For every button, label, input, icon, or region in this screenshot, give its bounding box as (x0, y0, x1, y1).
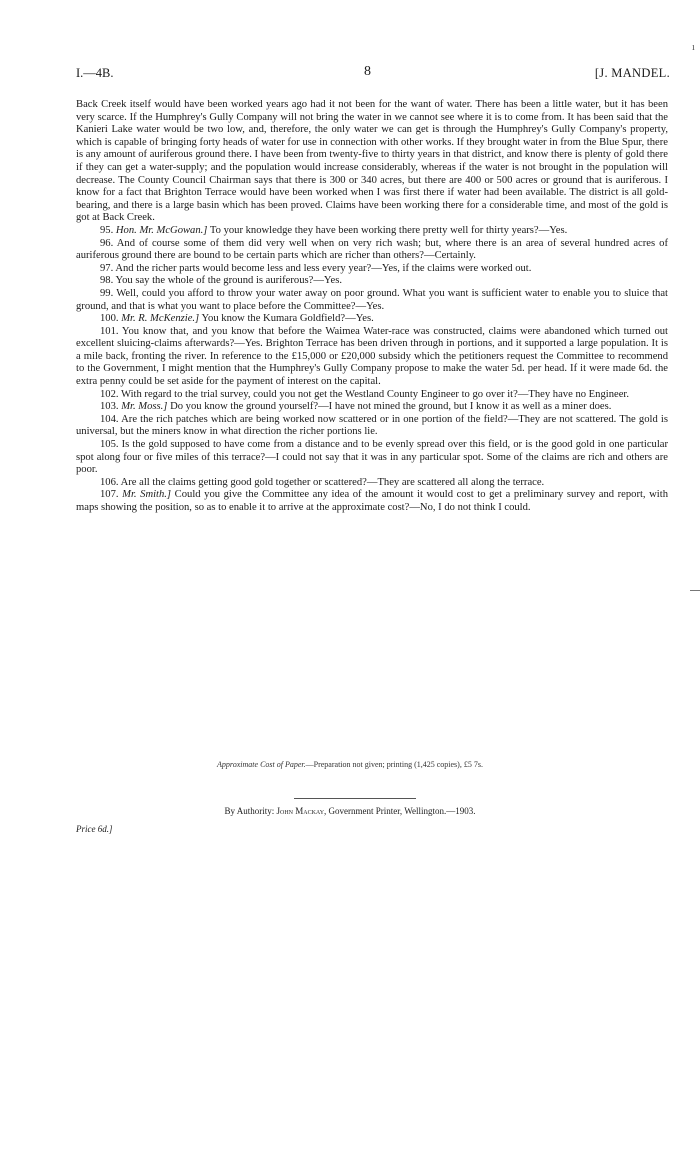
cost-footnote (0, 760, 700, 769)
evidence-paragraph (76, 401, 668, 414)
paragraph-text: Are the rich patches which are being worked now scattered or in one portion of the field?—They are not scattered. The gold is universal, but the miners know in what direction the richer portions lie. (76, 413, 668, 438)
question-number: 97. (100, 262, 114, 274)
paragraph-text: Are all the claims getting good gold together or scattered?—They are scattered all along the terrace. (120, 476, 545, 488)
margin-dash (690, 590, 700, 591)
evidence-paragraph (76, 225, 668, 238)
evidence-paragraph (76, 439, 668, 477)
question-number: 104. (100, 413, 119, 425)
paragraph-text: And of course some of them did very well when on very rich wash; but, where there is an area of several hundred acres of auriferous ground there are bound to be certain parts which are richer than others?—Certainly. (76, 237, 668, 262)
paragraph-text: And the richer parts would become less and less every year?—Yes, if the claims were worked out. (115, 262, 532, 274)
page-number: 8 (364, 64, 371, 79)
printer-name: John Mackay (276, 806, 325, 816)
paragraph-text: Is the gold supposed to have come from a distance and to be evenly spread over this field, or is the good gold in one particular spot along four or five miles of this terrace?—I could not say that it was in any particular spot. Some of the claims are rich and others are poor. (76, 439, 668, 476)
speaker-name: Mr. R. McKenzie.] (121, 313, 200, 325)
evidence-paragraph (76, 275, 668, 288)
edge-mark-glyph: ı (692, 42, 695, 53)
evidence-paragraph (76, 99, 668, 225)
evidence-paragraph (76, 477, 668, 490)
evidence-paragraph (76, 489, 668, 514)
cost-label: Approximate Cost of Paper. (217, 760, 306, 769)
question-number: 98. (100, 275, 114, 287)
paragraph-text: Back Creek itself would have been worked years ago had it not been for the want of water. There has been a little water, but it has been very scarce. If the Humphrey's Gully Company will not bring the water in we cannot see where it is to come from. It has been said that the Kanieri Lake water would be two low, and, therefore, the only water we can get is through the Humphrey's Gully Company's property, which is capable of bringing forty heads of water for use in connection with other works. If they brought water in from the Blue Spur, there is any amount of auriferous ground there. I have been from twenty-five to thirty years in that district, and know there is plenty of gold there if they can get a water-supply; and the population would increase considerably, whereas if the water is not brought in the population will decrease. The County Council Chairman says that there is 300 or 340 acres, but there are 400 or 500 acres or ground that is auriferous. I know for a fact that Brighton Terrace would have been worked when I was first there if water had been available. The district is all gold-bearing, and there is a large basin which has been proved. Claims have been working there for a considerable time, and most of the gold is got at Back Creek. (76, 99, 668, 224)
authority-line (0, 806, 700, 816)
question-number: 100. (100, 313, 119, 325)
authority-prefix: By Authority: (224, 806, 277, 816)
cost-text: —Preparation not given; printing (1,425 copies), £5 7s. (305, 760, 483, 769)
question-number: 101. (100, 325, 119, 337)
paragraph-text: You know the Kumara Goldfield?—Yes. (201, 313, 374, 325)
speaker-name: Mr. Smith.] (122, 489, 172, 501)
question-number: 107. (100, 489, 119, 501)
speaker-name: Mr. Moss.] (121, 401, 168, 413)
price-label: Price 6d.] (76, 824, 113, 834)
question-number: 95. (100, 224, 114, 236)
evidence-paragraph (76, 389, 668, 402)
question-number: 106. (100, 476, 119, 488)
witness-name: [J. MANDEL. (594, 66, 670, 80)
question-number: 103. (100, 401, 119, 413)
page-header (76, 66, 670, 82)
authority-suffix: , Government Printer, Wellington.—1903. (324, 806, 476, 816)
evidence-paragraph (76, 238, 668, 263)
question-number: 105. (100, 439, 119, 451)
paragraph-text: You say the whole of the ground is auriferous?—Yes. (115, 275, 342, 287)
evidence-paragraph (76, 313, 668, 326)
question-number: 96. (100, 237, 114, 249)
paragraph-text: Well, could you afford to throw your water away on poor ground. What you want is sufficient water to enable you to sluice that ground, and that is what you want to place before the Committee?—Yes. (76, 287, 668, 312)
evidence-paragraph (76, 288, 668, 313)
paragraph-text: Could you give the Committee any idea of the amount it would cost to get a preliminary survey and report, with maps showing the position, so as to enable it to arrive at the approximate cost?—No, I do not think I could. (76, 489, 668, 513)
paragraph-text: To your knowledge they have been working there pretty well for thirty years?—Yes. (209, 224, 568, 236)
paper-reference: I.—4B. (76, 66, 114, 80)
question-number: 99. (100, 287, 114, 299)
evidence-body (76, 99, 668, 515)
paragraph-text: With regard to the trial survey, could you not get the Westland County Engineer to go over it?—They have no Engineer. (121, 388, 629, 400)
question-number: 102. (100, 388, 119, 400)
speaker-name: Hon. Mr. McGowan.] (115, 224, 208, 236)
evidence-paragraph (76, 263, 668, 276)
evidence-paragraph (76, 414, 668, 439)
paragraph-text: Do you know the ground yourself?—I have not mined the ground, but I know it as well as a miner does. (170, 401, 612, 413)
paragraph-text: You know that, and you know that before the Waimea Water-race was constructed, claims were abandoned which turned out excellent sluicing-claims afterwards?—Yes. Brighton Terrace has been driven through in portions, and it supported a large population. It is a mile back, fronting the river. In reference to the £15,000 or £20,000 subsidy which the petitioners request the Committee to recommend to the Government, I might mention that the Humphrey's Gully Company propose to make the water 5d. per head. If it were made 6d. the extra penny could be set aside for the payment of interest on the capital. (76, 325, 668, 388)
evidence-paragraph (76, 326, 668, 389)
footer-rule (294, 798, 416, 799)
